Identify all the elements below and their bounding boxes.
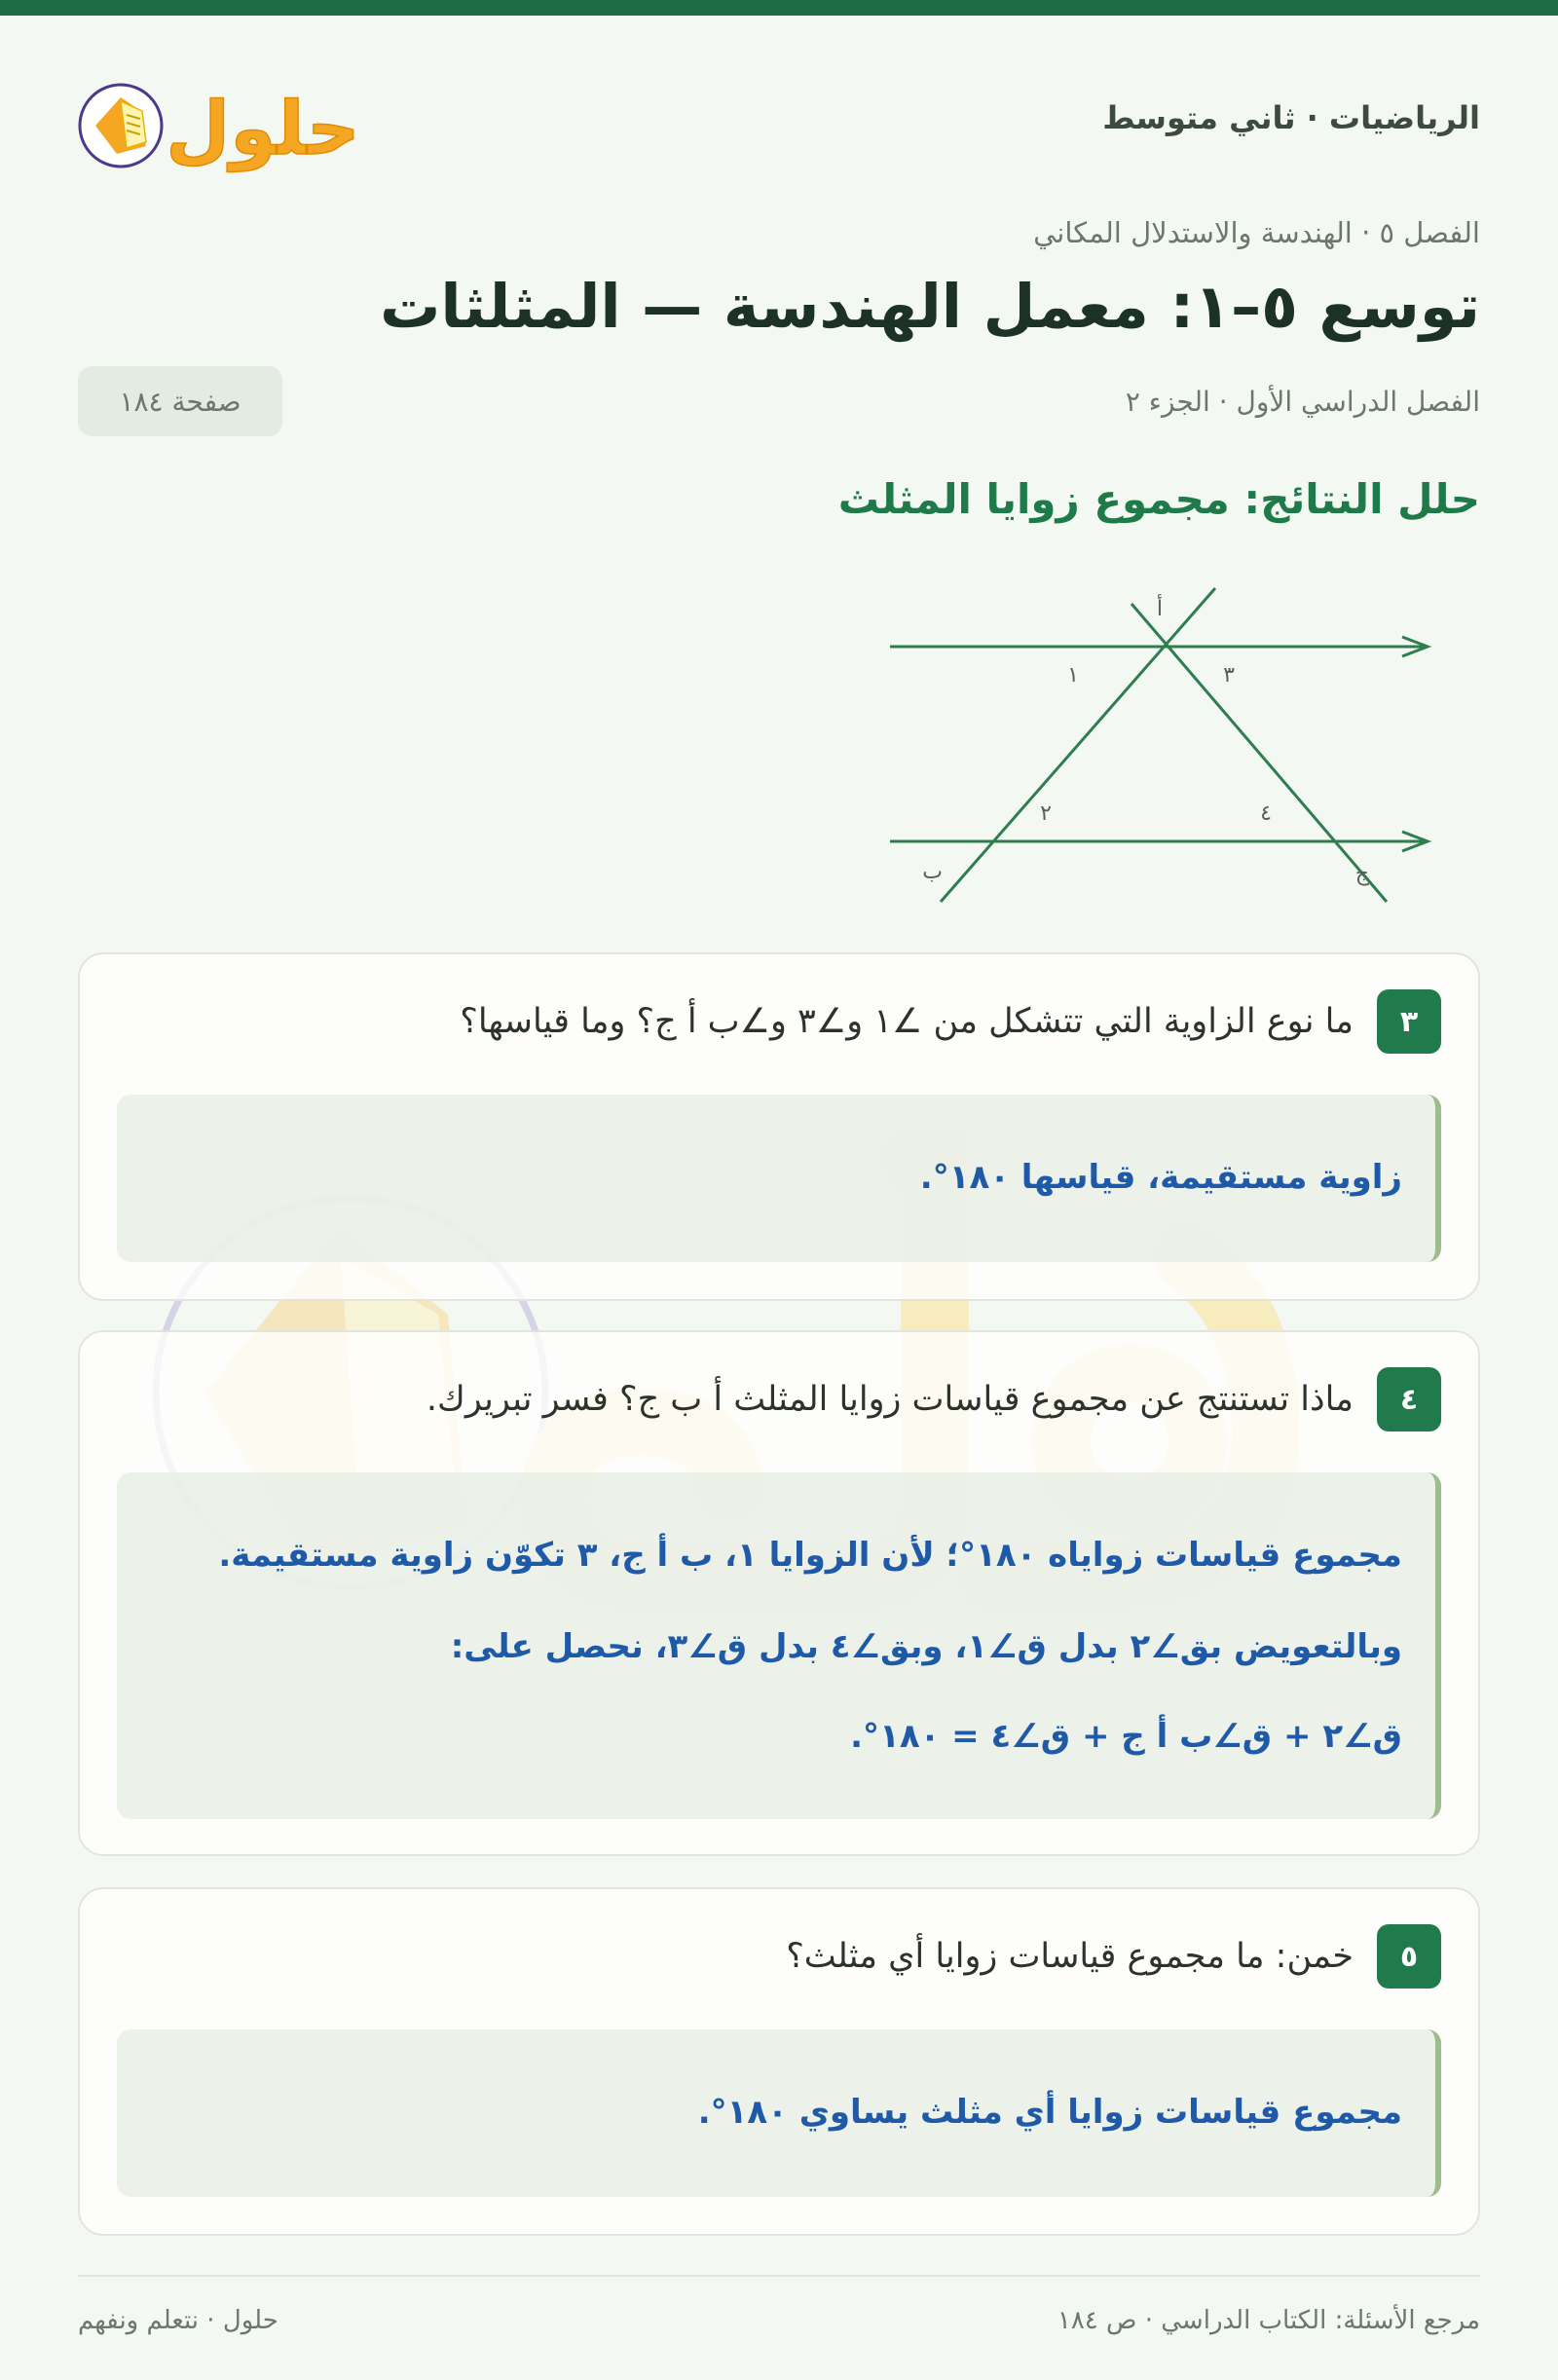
footer-brand: حلول · نتعلم ونفهم <box>78 2306 278 2335</box>
question-row <box>786 1924 1441 1989</box>
page-badge: صفحة ١٨٤ <box>78 366 282 436</box>
page-title: توسع ٥–١: معمل الهندسة — المثلثات <box>380 271 1480 342</box>
angle-4-label: ٤ <box>1260 801 1272 826</box>
triangle-parallel-lines-diagram <box>876 582 1461 913</box>
footer-reference: مرجع الأسئلة: الكتاب الدراسي · ص ١٨٤ <box>1057 2306 1480 2335</box>
question-row <box>460 989 1441 1054</box>
answer-line: مجموع قياسات زواياه ١٨٠°؛ لأن الزوايا ١، ب أ ج، ٣ تكوّن زاوية مستقيمة. <box>218 1536 1402 1575</box>
page-header <box>78 58 1480 185</box>
side-ac-line <box>1131 604 1387 902</box>
question-card-5 <box>78 1887 1480 2236</box>
logo-wordmark: حلول <box>166 85 360 171</box>
answer-line: زاوية مستقيمة، قياسها ١٨٠°. <box>919 1158 1402 1197</box>
answer-box <box>117 1095 1441 1262</box>
question-text: خمن: ما مجموع قياسات زوايا أي مثلث؟ <box>786 1937 1354 1976</box>
angle-2-label: ٢ <box>1040 801 1052 826</box>
vertex-b-label: ب <box>922 860 943 884</box>
hulul-logo[interactable] <box>78 58 370 175</box>
vertex-a-label: أ <box>1156 597 1163 621</box>
subject-label: الرياضيات · ثاني متوسط <box>1102 99 1480 136</box>
section-heading: حلل النتائج: مجموع زوايا المثلث <box>837 475 1480 523</box>
answer-line: ق∠٢ + ق∠ب أ ج + ق∠٤ = ١٨٠°. <box>850 1717 1402 1756</box>
side-ab-line <box>941 588 1215 902</box>
chapter-label: الفصل ٥ · الهندسة والاستدلال المكاني <box>1033 216 1480 249</box>
question-text: ماذا تستنتج عن مجموع قياسات زوايا المثلث أ ب ج؟ فسر تبريرك. <box>426 1380 1354 1419</box>
answer-box <box>117 1472 1441 1819</box>
term-label: الفصل الدراسي الأول · الجزء ٢ <box>1125 386 1480 418</box>
answer-line: مجموع قياسات زوايا أي مثلث يساوي ١٨٠°. <box>697 2093 1402 2132</box>
question-number-badge: ٤ <box>1377 1367 1441 1432</box>
vertex-c-label: ج <box>1354 862 1369 886</box>
answer-line: وبالتعويض بق∠٢ بدل ق∠١، وبق∠٤ بدل ق∠٣، نحصل على: <box>450 1627 1402 1666</box>
question-text: ما نوع الزاوية التي تتشكل من ∠١ و∠٣ و∠ب أ ج؟ وما قياسها؟ <box>460 1002 1354 1041</box>
question-row <box>427 1367 1441 1432</box>
footer-divider <box>78 2275 1480 2277</box>
angle-1-label: ١ <box>1067 663 1079 688</box>
angle-3-label: ٣ <box>1223 663 1235 688</box>
top-accent-bar <box>0 0 1558 16</box>
question-number-badge: ٥ <box>1377 1924 1441 1989</box>
question-card-4 <box>78 1330 1480 1856</box>
question-number-badge: ٣ <box>1377 989 1441 1054</box>
question-card-3 <box>78 952 1480 1301</box>
answer-box <box>117 2029 1441 2197</box>
